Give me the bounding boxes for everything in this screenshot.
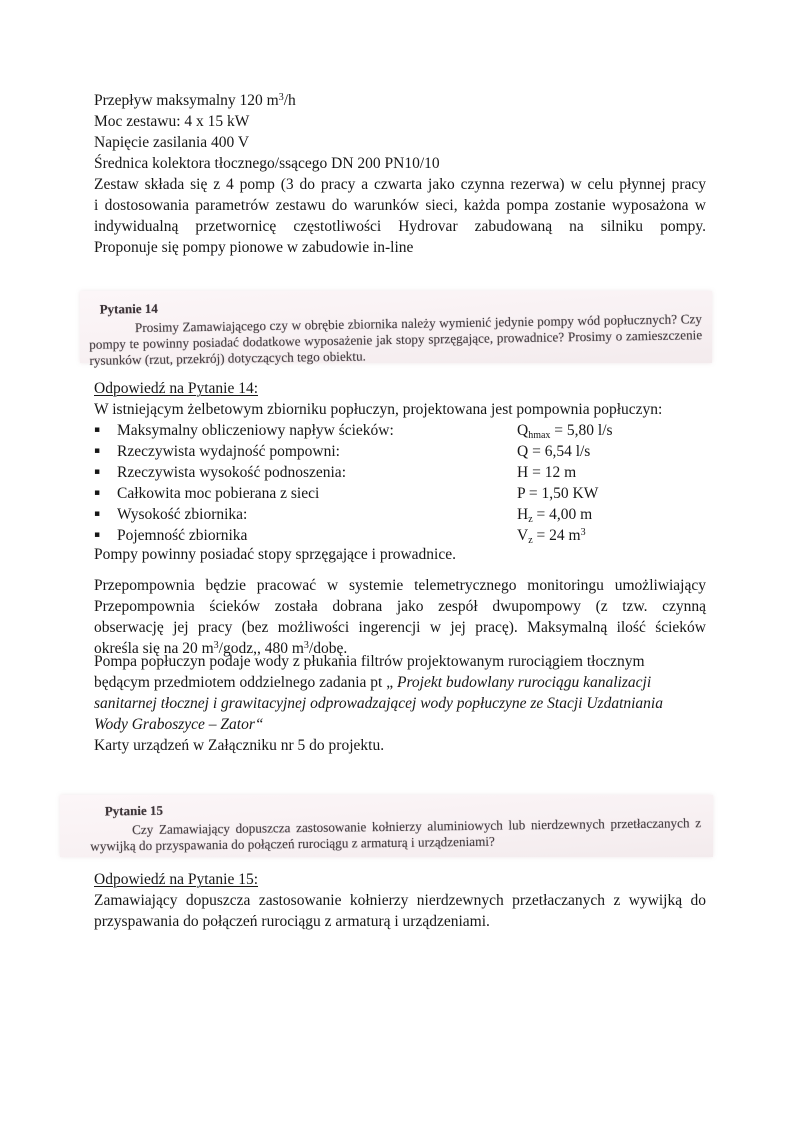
question-14-scan — [80, 291, 712, 368]
text-line: Przepompownia ścieków została dobrana jako zespół dwupompowy (z tzw. czynną — [94, 598, 706, 615]
spec-label: Rzeczywista wydajność pompowni: — [117, 443, 340, 460]
text-segment: /godz,, 480 m — [218, 640, 304, 657]
bullet-icon: ▪ — [94, 488, 101, 498]
superscript: 3 — [303, 640, 309, 651]
project-title-italic: sanitarnej tłocznej i grawitacyjnej odprowadzającej wody popłuczyne ze Stacji Uzdatniania — [94, 695, 663, 712]
subscript: z — [528, 535, 533, 546]
text-line — [94, 90, 706, 111]
answer-15-section — [94, 869, 706, 932]
value-text: = 4,00 m — [532, 506, 593, 523]
spec-label: Maksymalny obliczeniowy napływ ścieków: — [117, 422, 394, 439]
question-15-scan — [60, 795, 713, 857]
telemetry-paragraph — [94, 575, 706, 659]
spec-label: Całkowita moc pobierana z sieci — [117, 485, 320, 502]
text-line: Zamawiający dopuszcza zastosowanie kołnierzy nierdzewnych przetłaczanych z wywijką do — [94, 892, 706, 909]
note-paragraph — [94, 544, 706, 565]
value-symbol: Q — [517, 422, 529, 439]
pipeline-paragraph — [94, 651, 706, 756]
superscript: 3 — [278, 92, 284, 103]
question-15-title: Pytanie 15 — [104, 802, 164, 819]
value-symbol: H — [517, 464, 529, 481]
spec-row — [94, 441, 706, 462]
spec-value — [517, 420, 706, 441]
bullet-icon: ▪ — [94, 509, 101, 519]
value-text: = 5,80 l/s — [550, 422, 613, 439]
text-line: przyspawania do połączeń rurociągu z armaturą i urządzeniami. — [94, 913, 490, 930]
bullet-icon: ▪ — [94, 530, 101, 540]
bullet-icon: ▪ — [94, 446, 101, 456]
text-line: obserwację jej pracy (bez możliwości ingerencji w jej pracę). Maksymalną ilość ścieków — [94, 619, 706, 636]
text-line: Proponuje się pompy pionowe w zabudowie in-line — [94, 239, 414, 256]
text-line: Napięcie zasilania 400 V — [94, 134, 250, 151]
question-15-scan-content — [60, 791, 714, 859]
spec-value — [517, 441, 706, 462]
bullet-icon: ▪ — [94, 467, 101, 477]
text-line: indywidualną przetwornicę częstotliwości Hydrovar zabudowaną na silniku pompy. — [94, 218, 706, 235]
value-symbol: Q — [517, 443, 529, 460]
answer-15-heading: Odpowiedź na Pytanie 15: — [94, 871, 259, 888]
value-text: = 1,50 KW — [525, 485, 599, 502]
text-segment: będącym przedmiotem oddzielnego zadania pt „ — [94, 674, 397, 691]
question-15-body: Czy Zamawiający dopuszcza zastosowanie kołnierzy aluminiowych lub nierdzewnych przetłaczanych z wywijką do przyspawania do połączeń rurociągu z armaturą i urządzeniami? — [90, 815, 702, 854]
subscript: hmax — [528, 430, 551, 441]
text-line: Pompa popłuczyn podaje wody z płukania filtrów projektowanym rurociągiem tłocznym — [94, 653, 645, 670]
spec-label: Wysokość zbiornika: — [117, 506, 248, 523]
project-title-italic: Projekt budowlany rurociągu kanalizacji — [396, 674, 652, 691]
spec-row — [94, 525, 706, 546]
answer-14-lead: W istniejącym żelbetowym zbiorniku popłuczyn, projektowana jest pompownia popłuczyn: — [94, 401, 663, 418]
spec-label: Rzeczywista wysokość podnoszenia: — [117, 464, 346, 481]
value-text: = 12 m — [528, 464, 577, 481]
question-14-scan-content — [79, 286, 712, 373]
text-line: Zestaw składa się z 4 pomp (3 do pracy a czwarta jako czynna rezerwa) w celu płynnej pracy — [94, 176, 706, 193]
spec-row — [94, 483, 706, 504]
text-segment: /dobę. — [308, 640, 348, 657]
value-symbol: P — [517, 485, 526, 502]
spec-label: Pojemność zbiornika — [117, 527, 248, 544]
question-14-body: Prosimy Zamawiającego czy w obrębie zbiornika należy wymienić jedynie pompy wód popłucznych? Czy pompy te powinny posiadać dodatkowe wyposażenie jak stopy sprzęgające, prowadnice? Prosimy o zamieszczenie rysunków (rzut, przekrój) dotyczących tego obiektu. — [89, 311, 703, 368]
project-title-italic: Wody Graboszyce – Zator“ — [94, 716, 264, 733]
value-symbol: H — [517, 506, 529, 523]
text-segment: Przepływ maksymalny 120 m — [94, 92, 279, 109]
text-line: Średnica kolektora tłocznego/ssącego DN 200 PN10/10 — [94, 155, 440, 172]
text-line: Pompy powinny posiadać stopy sprzęgające i prowadnice. — [94, 546, 457, 563]
text-line: i dostosowania parametrów zestawu do warunków sieci, każda pompa zostanie wyposażona w — [94, 197, 706, 214]
value-text: = 6,54 l/s — [528, 443, 591, 460]
text-segment: /h — [283, 92, 296, 109]
text-segment: określa się na 20 m — [94, 640, 214, 657]
value-symbol: V — [517, 527, 529, 544]
spec-row — [94, 504, 706, 525]
subscript: z — [528, 514, 533, 525]
text-line — [94, 672, 706, 693]
spec-value — [517, 525, 706, 546]
spec-row — [94, 462, 706, 483]
intro-paragraph — [94, 90, 706, 258]
spec-row — [94, 420, 706, 441]
text-line: Moc zestawu: 4 x 15 kW — [94, 113, 250, 130]
question-14-title: Pytanie 14 — [99, 300, 158, 317]
answer-14-heading: Odpowiedź na Pytanie 14: — [94, 380, 259, 397]
value-text: = 24 m — [532, 527, 581, 544]
superscript: 3 — [580, 527, 586, 538]
answer-14-section — [94, 378, 706, 546]
text-line: Przepompownia będzie pracować w systemie telemetrycznego monitoringu umożliwiający — [94, 577, 706, 594]
text-line: Karty urządzeń w Załączniku nr 5 do projektu. — [94, 737, 385, 754]
superscript: 3 — [213, 640, 219, 651]
spec-value — [517, 504, 706, 525]
bullet-icon: ▪ — [94, 425, 101, 435]
spec-value — [517, 462, 706, 483]
spec-value — [517, 483, 706, 504]
